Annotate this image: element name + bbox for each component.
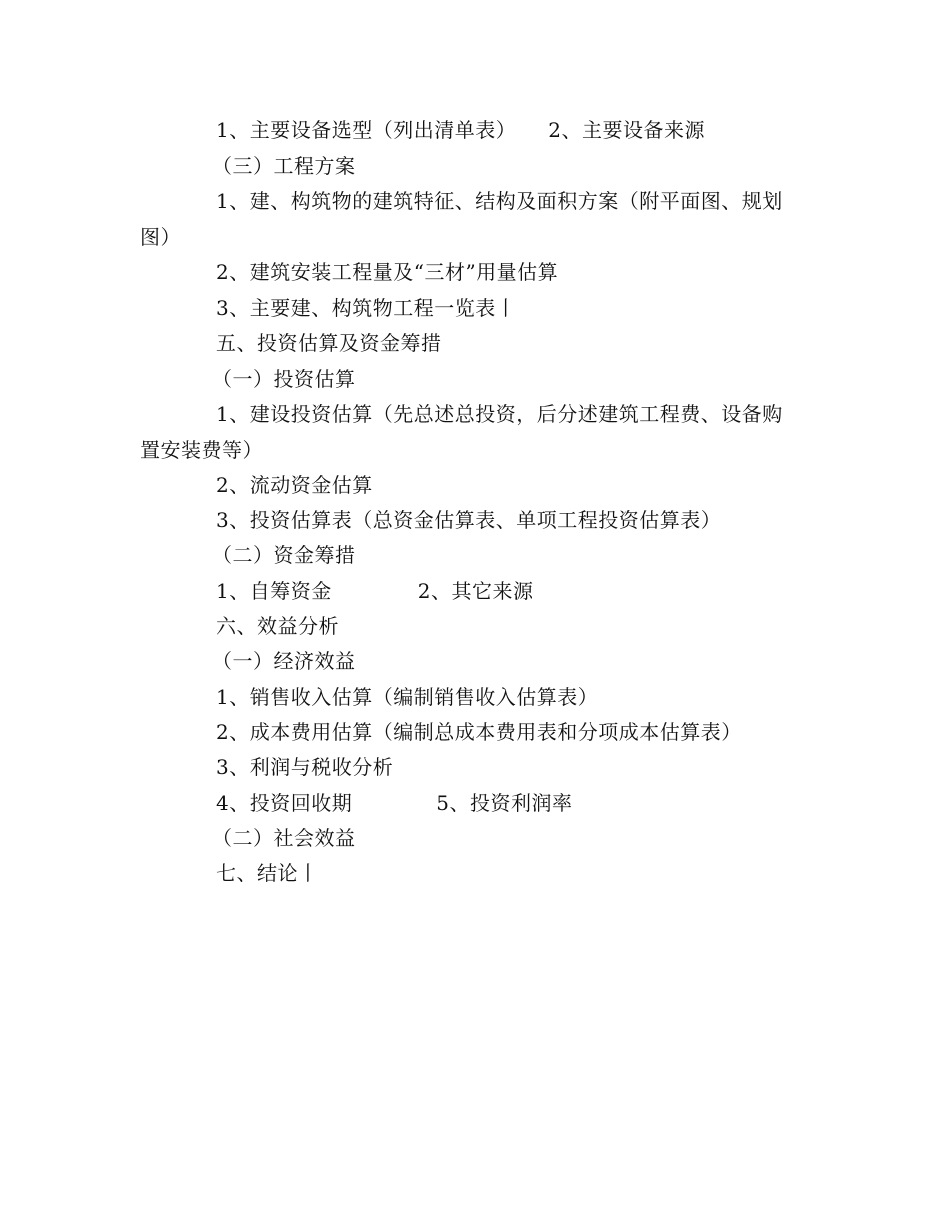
section-investment-estimate: （一）投资估算 — [212, 367, 356, 391]
payback-line — [216, 790, 572, 816]
payback-period-item: 4、投资回收期 — [216, 791, 353, 815]
equipment-line — [216, 117, 705, 143]
equipment-selection-item: 1、主要设备选型（列出清单表） — [216, 118, 517, 142]
cost-estimate-item: 2、成本费用估算（编制总成本费用表和分项成本估算表） — [216, 720, 742, 744]
building-features-item-continued: 图） — [140, 225, 181, 249]
section-engineering-plan: （三）工程方案 — [212, 154, 356, 178]
financing-line — [216, 578, 533, 604]
working-capital-item: 2、流动资金估算 — [216, 473, 373, 497]
self-financing-item: 1、自筹资金 — [216, 579, 332, 603]
investment-table-item: 3、投资估算表（总资金估算表、单项工程投资估算表） — [216, 508, 722, 532]
section-financing: （二）资金筹措 — [212, 543, 356, 567]
construction-investment-item-continued: 置安装费等） — [140, 438, 263, 462]
construction-investment-item: 1、建设投资估算（先总述总投资，后分述建筑工程费、设备购 — [216, 402, 783, 426]
heading-conclusion: 七、结论丨 — [216, 861, 319, 885]
section-social-benefit: （二）社会效益 — [212, 826, 356, 850]
construction-quantity-item: 2、建筑安装工程量及“三材”用量估算 — [216, 260, 559, 284]
sales-revenue-item: 1、销售收入估算（编制销售收入估算表） — [216, 685, 599, 709]
heading-investment-financing: 五、投资估算及资金筹措 — [216, 331, 442, 355]
investment-profit-rate-item: 5、投资利润率 — [436, 791, 573, 815]
profit-tax-item: 3、利润与税收分析 — [216, 755, 394, 779]
heading-benefit-analysis: 六、效益分析 — [216, 614, 339, 638]
section-economic-benefit: （一）经济效益 — [212, 649, 356, 673]
equipment-source-item: 2、主要设备来源 — [548, 118, 705, 142]
building-features-item: 1、建、构筑物的建筑特征、结构及面积方案（附平面图、规划 — [216, 189, 783, 213]
other-sources-item: 2、其它来源 — [417, 579, 534, 603]
building-list-item: 3、主要建、构筑物工程一览表丨 — [216, 296, 517, 320]
